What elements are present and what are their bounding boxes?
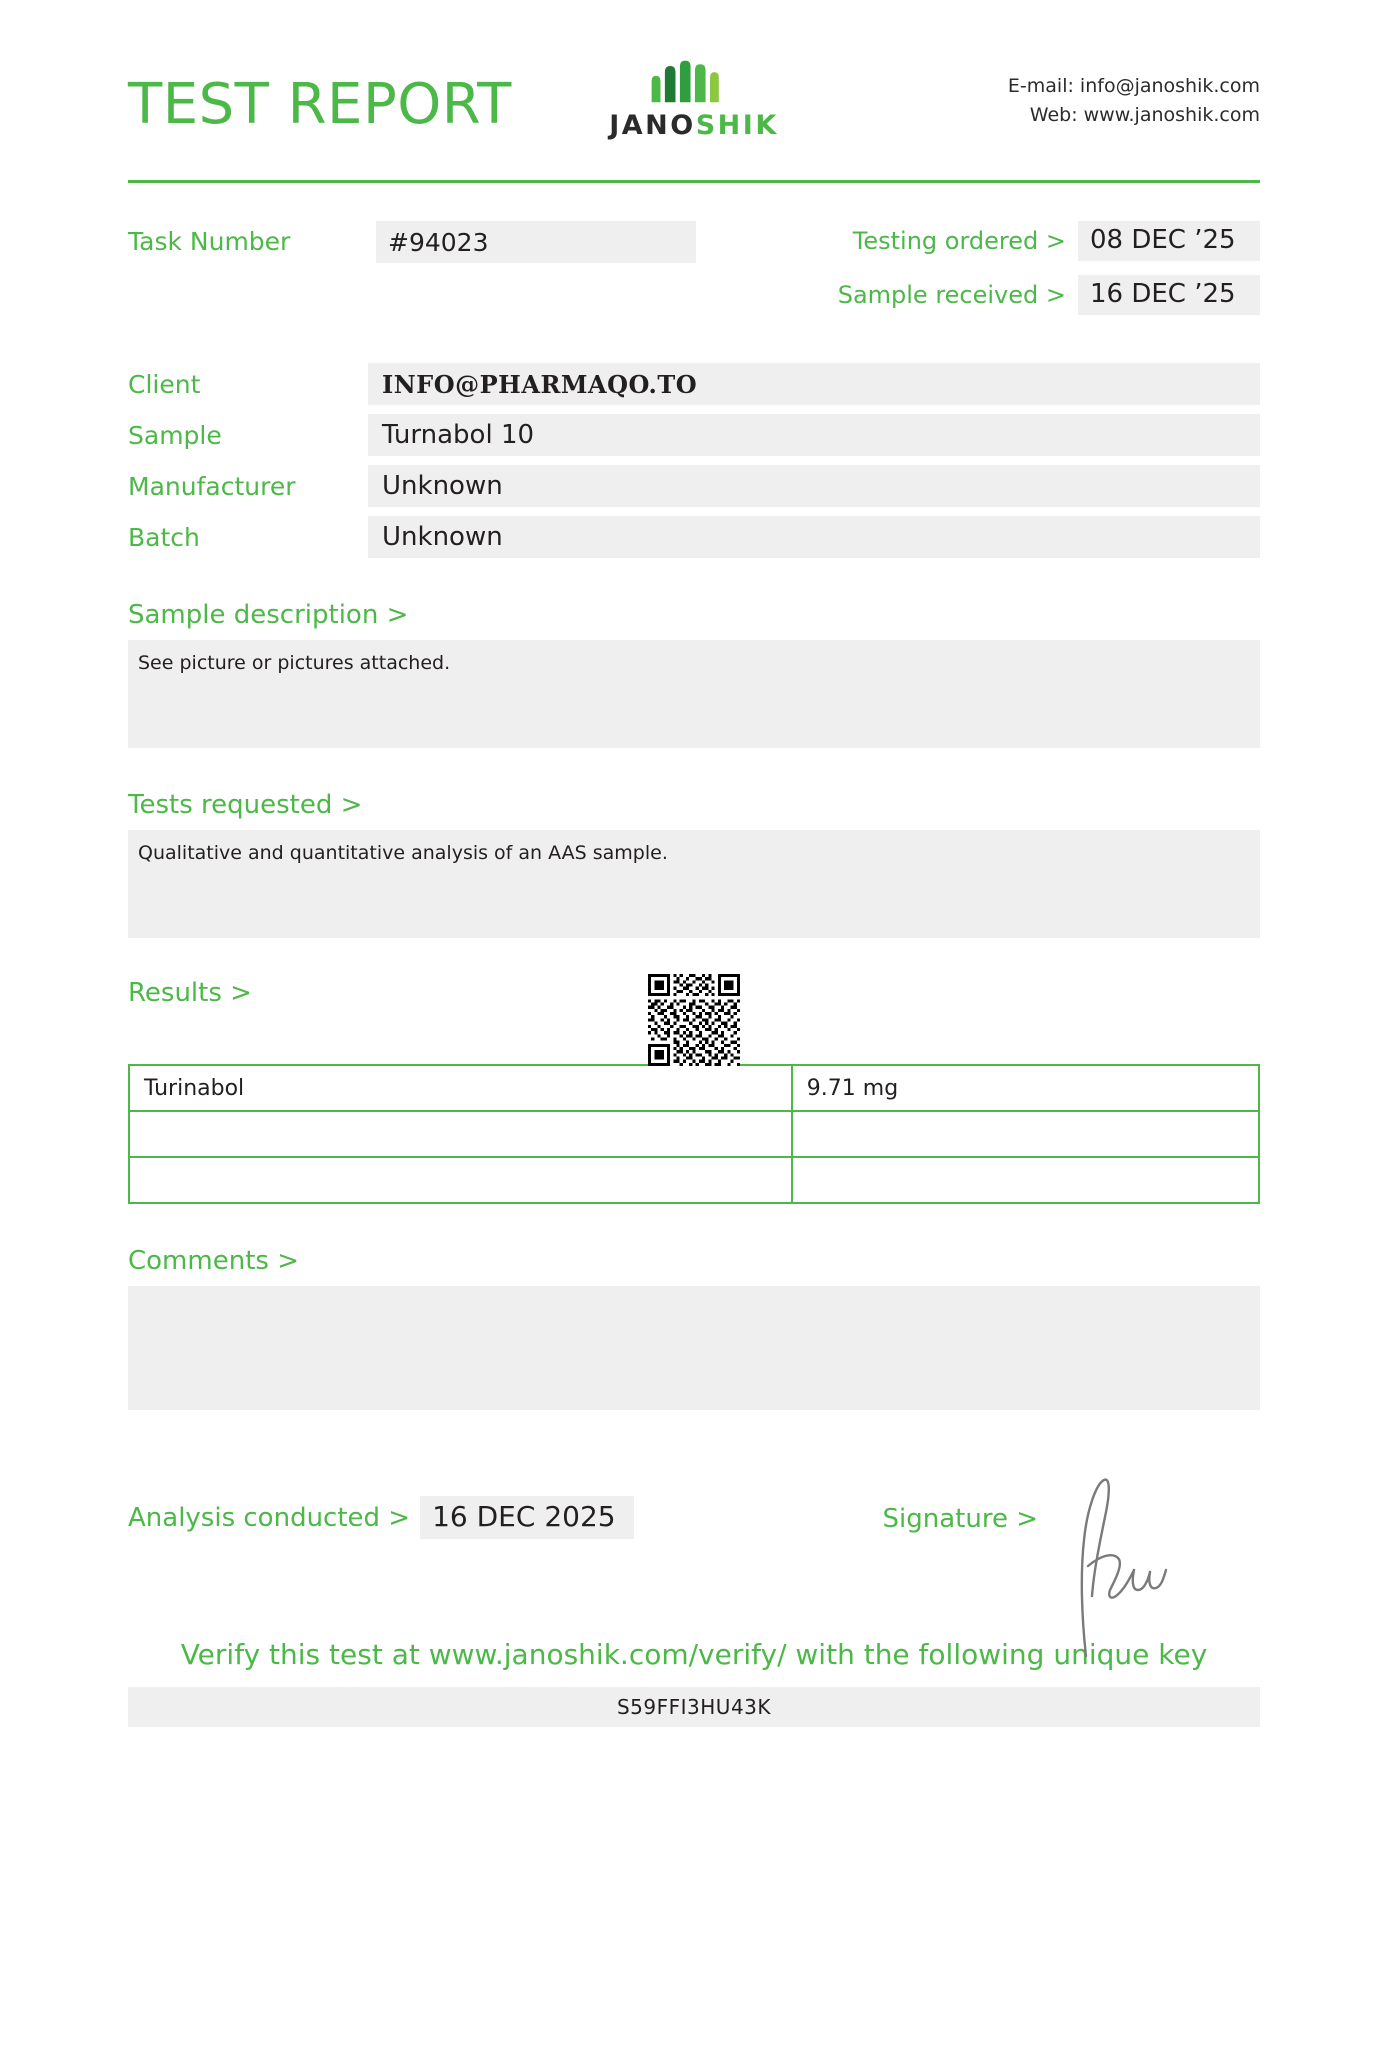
results-title: Results > xyxy=(128,978,252,1008)
sample-value: Turnabol 10 xyxy=(368,414,1260,456)
task-number-value: #94023 xyxy=(376,221,696,263)
sample-description-title: Sample description > xyxy=(128,600,409,630)
results-header xyxy=(128,978,1260,1058)
analysis-conducted-label: Analysis conducted > xyxy=(128,1502,411,1533)
info-row-batch xyxy=(128,516,1260,558)
contact-info xyxy=(1008,72,1260,131)
testing-ordered-label: Testing ordered > xyxy=(852,227,1066,255)
tests-requested-text: Qualitative and quantitative analysis of an AAS sample. xyxy=(138,842,668,864)
client-label: Client xyxy=(128,369,201,399)
info-row-manufacturer xyxy=(128,465,1260,507)
signature-icon xyxy=(1052,1470,1202,1660)
manufacturer-value: Unknown xyxy=(368,465,1260,507)
logo-wordmark xyxy=(564,110,824,141)
signature-label: Signature > xyxy=(882,1504,1038,1534)
result-amount xyxy=(792,1111,1259,1157)
report-header xyxy=(128,0,1260,170)
info-row-sample xyxy=(128,414,1260,456)
testing-ordered-value: 08 DEC ’25 xyxy=(1078,221,1260,261)
testing-ordered-row xyxy=(838,221,1260,261)
result-substance: Turinabol xyxy=(129,1065,792,1111)
unique-key-box xyxy=(128,1687,1260,1727)
table-row xyxy=(129,1157,1259,1203)
sample-received-row xyxy=(838,275,1260,315)
info-row-client xyxy=(128,363,1260,405)
sample-label: Sample xyxy=(128,420,222,450)
result-substance xyxy=(129,1157,792,1203)
page-title: TEST REPORT xyxy=(128,72,512,137)
contact-web: Web: www.janoshik.com xyxy=(1029,104,1260,127)
batch-label: Batch xyxy=(128,522,200,552)
sample-received-value: 16 DEC ’25 xyxy=(1078,275,1260,315)
task-row xyxy=(128,221,1260,311)
logo-wordmark-green: SHIK xyxy=(695,110,779,141)
sample-description-text: See picture or pictures attached. xyxy=(138,652,451,674)
table-row xyxy=(129,1111,1259,1157)
client-value: INFO@PHARMAQO.TO xyxy=(368,363,1260,405)
logo-wordmark-dark: JANO xyxy=(609,110,696,141)
result-amount xyxy=(792,1157,1259,1203)
janoshik-logo xyxy=(564,58,824,141)
qr-code-icon xyxy=(648,974,740,1066)
comments-title: Comments > xyxy=(128,1246,299,1276)
unique-key-value: S59FFI3HU43K xyxy=(616,1695,772,1719)
sample-info xyxy=(128,363,1260,558)
results-table xyxy=(128,1064,1260,1204)
table-row xyxy=(129,1065,1259,1111)
analysis-conducted-date: 16 DEC 2025 xyxy=(420,1496,634,1539)
header-divider xyxy=(128,180,1260,183)
manufacturer-label: Manufacturer xyxy=(128,471,296,501)
date-block xyxy=(838,221,1260,329)
tests-requested-title: Tests requested > xyxy=(128,790,363,820)
result-amount: 9.71 mg xyxy=(792,1065,1259,1111)
comments-box xyxy=(128,1286,1260,1410)
verify-text: Verify this test at www.janoshik.com/verify/ with the following unique key xyxy=(180,1638,1208,1671)
analysis-row xyxy=(128,1496,1260,1552)
task-number-label: Task Number xyxy=(128,227,291,256)
batch-value: Unknown xyxy=(368,516,1260,558)
contact-email: E-mail: info@janoshik.com xyxy=(1007,75,1260,97)
logo-mountain-icon xyxy=(641,58,747,104)
sample-received-label: Sample received > xyxy=(837,281,1066,309)
tests-requested-box xyxy=(128,830,1260,938)
result-substance xyxy=(129,1111,792,1157)
sample-description-box xyxy=(128,640,1260,748)
